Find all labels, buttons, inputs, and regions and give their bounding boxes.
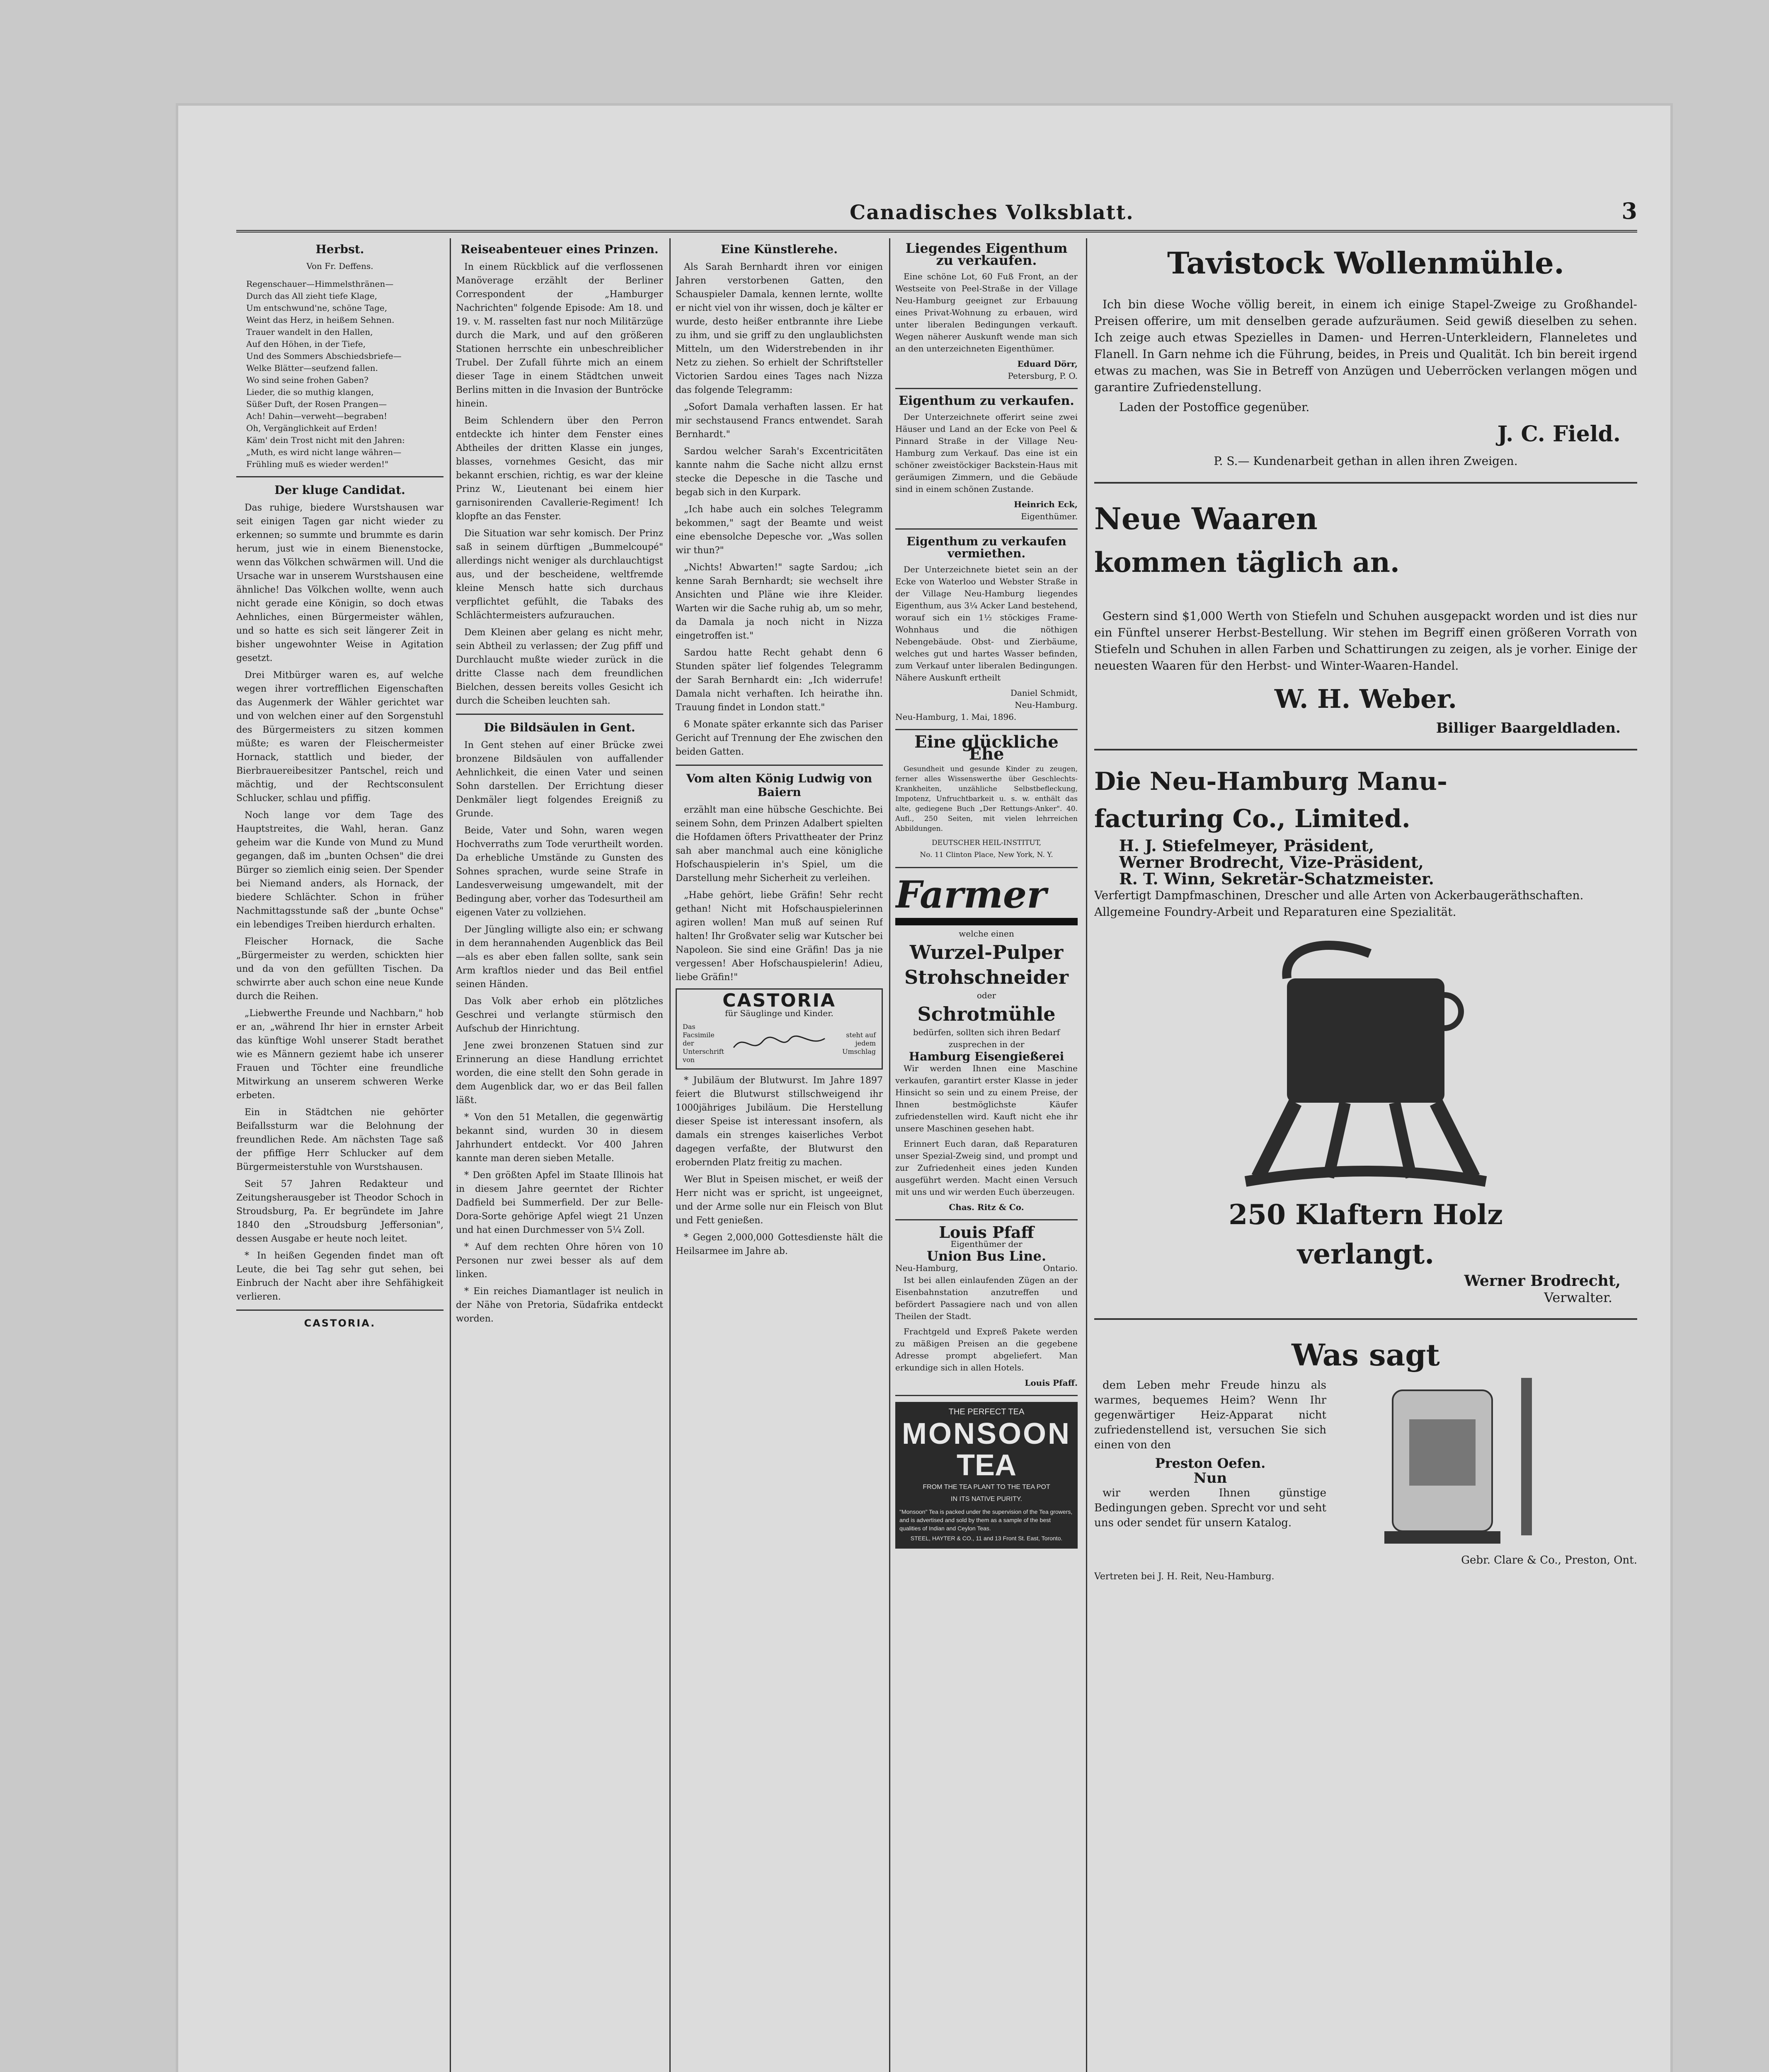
paragraph: Drei Mitbürger waren es, auf welche wegen ihrer vortrefflichen Eigenschaften das Augenmerk der Wähler gerichtet war und von welchen einer auf den Sorgenstuhl des Bürgermeisters zu sitzen kommen müßte; es waren der Fleischermeister Hornack, stattlich und bieder, der Bierbrauereibesitzer Pantschel, reich und mächtig, und der Rechtsconsulent Schlucker, schlau und pfiffig. [236,670,443,804]
root-pulper-machine-illustration [1221,929,1511,1194]
castoria-right-note: steht auf jedem Umschlag [842,1031,876,1055]
newspaper-title: Canadisches Volksblatt. [850,201,1134,224]
article-body-ludwig [676,803,883,984]
property-sale-ad-3: Eigenthum zu verkaufen vermiethen. Der Unterzeichnete bietet sein an der Ecke von Waterloo und Webster Straße in der Village Neu-Hamburg liegendes Eigenthum, aus 3¼ Acker Land bestehend, worauf sich ein 1½ stöckiges Frame-Wohnhaus und die nöthigen Nebengebäude. Obst- und Zierbäume, welches gut und hartes Wasser befinden, zum Verkauf unter liberalen Bedingungen. Nähere Auskunft ertheilt Daniel Schmidt, Neu-Hamburg. Neu-Hamburg, 1. Mai, 1896. [895,535,1078,722]
poem-title: Herbst. [315,242,364,256]
paragraph: Das ruhige, biedere Wurstshausen war seit einigen Tagen gar nicht wieder zu erkennen; so summte und brummte es darin herum, just wie in einem Bienenstocke, wenn das Völkchen schwärmen will. Und die Ursache war in unserem Wurstshausen eine ähnliche! Das Völkchen wollte, wenn auch nicht gerade eine Königin, so doch etwas Aehnliches, einen Bürgermeister wählen, und so hatte es sich seit längerer Zeit in bisher ungewohnter Weise in Agitation gesetzt. [236,503,443,663]
poem-line: Süßer Duft, der Rosen Prangen— [246,399,387,409]
tavistock-wool-ad: Tavistock Wollenmühle. Ich bin diese Woche völlig bereit, in einem ich einige Stapel-Zweige zu Großhandel-Preisen offerire, um mit denselben gerade aufzuräumen. Seid gewiß dieselben zu sehen. Ich zeige auch etwas Spezielles in Damen- und Herren-Unterkleidern, Flanneletes und Flanell. In Garn nehme ich die Führung, beides, in Preis und Qualität. Ich bin bereit irgend etwas zu machen, was Sie in Betreff von Anzügen und Ueberröcken verlangen mögen und garantire Zufriedenstellung. Laden der Postoffice gegenüber. J. C. Field. P. S.— Kundenarbeit gethan in allen ihren Zweigen. [1094,245,1637,468]
paragraph: Das Volk aber erhob ein plötzliches Geschrei und verlangte stürmisch den Aufschub der Hinrichtung. [456,996,663,1034]
column-rule [450,238,451,2072]
paragraph: Jene zwei bronzenen Statuen sind zur Erinnerung an diese Handlung errichtet worden, die eine stellt den Sohn gerade in dem Augenblick dar, wo er das Beil fallen läßt. [456,1041,663,1106]
castoria-left-note: Das Facsimile der Unterschrift von [683,1023,724,1064]
property-sale-ad-2: Eigenthum zu verkaufen. Der Unterzeichnete offerirt seine zwei Häuser und Land an der Ecke von Peel & Pinnard Straße in der Village Neu-Hamburg zum Verkauf. Das eine ist ein schöner zweistöckiger Backstein-Haus mit geräumigen Zimmern, und die Gebäude sind in einem schönen Zustande. Heinrich Eck, Eigenthümer. [895,394,1078,521]
poem-line: „Muth, es wird nicht lange währen— [246,447,402,457]
paragraph: * In heißen Gegenden findet man oft Leute, die bei Tag sehr gut sehen, bei Einbruch der Nacht aber ihre Sehfähigkeit verlieren. [236,1251,443,1302]
paragraph: * Ein reiches Diamantlager ist neulich in der Nähe von Pretoria, Südafrika entdeckt worden. [456,1286,663,1324]
poem-line: Frühling muß es wieder werden!" [246,459,389,469]
paragraph: Noch lange vor dem Tage des Hauptstreites, die Wahl, heran. Ganz geheim war die Kunde von Mund zu Mund gegangen, daß im „bunten Ochsen" die drei Bürger so ziemlich einig seien. Der Spender bei Niemand anders, als Hornack, der biedere Schlächter. Schon in früher Nachmittagsstunde saß der „bunte Ochse" ein lebendiges Treiben hierdurch erhalten. [236,810,443,930]
poem-body [246,278,443,470]
paragraph: erzählt man eine hübsche Geschichte. Bei seinem Sohn, dem Prinzen Adalbert spielten die Hofdamen öfters Privattheater der Prinz sah aber manchmal auch eine königliche Hofschauspielerin in's Spiel, um die Darstellung mehr Sicherheit zu verleihen. [676,805,883,884]
article-body-blutwurst [676,1074,883,1258]
column-2 [456,238,663,2072]
masthead [236,198,1637,232]
article-title-prince: Reiseabenteuer eines Prinzen. [460,242,659,256]
poem-author: Von Fr. Deffens. [306,261,373,271]
poem-line: Auf den Höhen, in der Tiefe, [246,339,366,349]
column-rule [669,238,671,2072]
paragraph: Dem Kleinen aber gelang es nicht mehr, sein Abtheil zu verlassen; der Zug pfiff und Durchlaucht mußte wieder zurück in die dritte Classe nach dem freundlichen Bielchen, dessen bereits volles Gesicht ich durch die Scheiben leuchten sah. [456,627,663,706]
castoria-subtitle: für Säuglinge und Kinder. [725,1008,834,1018]
paragraph: * Jubiläum der Blutwurst. Im Jahre 1897 feiert die Blutwurst stillschweigend ihr 1000jähriges Jubiläum. Die Herstellung dieser Speise ist interessant insofern, als damals ein strenges kaiserliches Verbot dagegen verfaßte, der Blutwurst den erobernden Platz freitig zu machen. [676,1075,883,1168]
paragraph: * Den größten Apfel im Staate Illinois hat in diesem Jahre geerntet der Richter Dadfield bei Summerfield. Der zur Belle-Dora-Sorte gehörige Apfel wiegt 21 Unzen und hat einen Durchmesser von 5¼ Zoll. [456,1170,663,1235]
article-title-gent: Die Bildsäulen in Gent. [484,721,635,734]
column-rule [889,238,890,2072]
preston-stove-ad: Was sagt dem Leben mehr Freude hinzu als warmes, bequemes Heim? Wenn Ihr gegenwärtiger Heiz-Apparat nicht zufriedenstellend ist, versuchen Sie sich einen von den Preston Oefen. Nun wir werden Ihnen günstige Bedingungen geben. Sprecht vor und seht uns oder sendet für unsern Katalog. Gebr. Clare & Co., Preston, Ont. Vertreten bei J. H. Reit, Neu-Hamburg. [1094,1337,1637,1582]
stove-illustration [1326,1378,1558,1552]
happy-marriage-ad: Eine glückliche Ehe Gesundheit und gesunde Kinder zu zeugen, ferner alles Wissenswerthe über Geschlechts-Krankheiten, unzähliche Selbstbefleckung, Impotenz, Unfruchtbarkeit u. s. w. enthält das alte, gediegene Buch „Der Rettungs-Anker". 40. Aufl., 250 Seiten, mit vielen lehrreichen Abbildungen. DEUTSCHER HEIL-INSTITUT, No. 11 Clinton Place, New York, N. Y. [895,732,1078,859]
column-3 [676,238,883,2072]
page-number: 3 [1621,198,1637,224]
paragraph: Seit 57 Jahren Redakteur und Zeitungsherausgeber ist Theodor Schoch in Stroudsburg, Pa. Er begründete im Jahre 1840 den „Stroudsburg Jeffersonian", dessen Ausgabe er heute noch leitet. [236,1179,443,1244]
paragraph: „Liebwerthe Freunde und Nachbarn," hob er an, „während Ihr hier in ernster Arbeit das künftige Wohl unserer Stadt berathet wie es Männern geziemt habe ich unserer Frauen und Töchter eine freundliche Mitwirkung an unserem schweren Werke erbeten. [236,1008,443,1101]
column-rule [1086,238,1087,2072]
poem-line: Regenschauer—Himmelsthränen— [246,279,394,289]
poem-line: Oh, Vergänglichkeit auf Erden! [246,423,378,433]
paragraph: Als Sarah Bernhardt ihren vor einigen Jahren verstorbenen Gatten, den Schauspieler Damala, kennen lernte, wollte er nicht viel von ihr wissen, doch je kälter er wurde, desto heißer entbrannte ihre Liebe zu ihm, und sie griff zu den unglaublichsten Mitteln, um den Widerstrebenden in ihr Netz zu ziehen. So erhielt der Schriftsteller Victorien Sardou eines Tages nach Nizza das folgende Telegramm: [676,262,883,395]
paragraph: Wer Blut in Speisen mischet, er weiß der Herr nicht was er spricht, ist ungeeignet, und der Arme solle nur ein Fleisch von Blut und Fett genießen. [676,1174,883,1226]
article-body-gent [456,738,663,1326]
farmer-ad: Farmer welche einen Wurzel-Pulper Strohschneider oder Schrotmühle bedürfen, sollten sich ihren Bedarf zusprechen in der Hamburg Eisengießerei Wir werden Ihnen eine Maschine verkaufen, garantirt erster Klasse in jeder Hinsicht so sein und zu einem Preise, der Ihnen bestmöglichste Käufer zufriedenstellen wird. Kauft nicht ehe ihr unsere Maschinen gesehen habt. Erinnert Euch daran, daß Reparaturen unser Spezial-Zweig sind, und prompt und zur Zufriedenheit eines jeden Kunden ausgeführt werden. Macht einen Versuch mit uns und wir werden Euch überzeugen. Chas. Ritz & Co. [895,873,1078,1212]
paragraph: Der Jüngling willigte also ein; er schwang in dem herannahenden Augenblick das Beil—als es aber eben fallen sollte, sank sein Arm kraftlos nieder und das Beil entfiel seinen Händen. [456,925,663,990]
poem-line: Um entschwund'ne, schöne Tage, [246,303,388,313]
article-body-artist-marriage [676,260,883,759]
column-5 [1094,238,1637,2072]
monsoon-tea-ad: THE PERFECT TEA MONSOON TEA FROM THE TEA PLANT TO THE TEA POT IN ITS NATIVE PURITY. "Monsoon" Tea is packed under the supervision of the Tea growers, and is advertised and sold by them as a sample of the best qualities of Indian and Ceylon Teas. STEEL, HAYTER & CO., 11 and 13 Front St. East, Toronto. [895,1402,1078,1549]
property-sale-ad-1: Liegendes Eigenthum zu verkaufen. Eine schöne Lot, 60 Fuß Front, an der Westseite von Peel-Straße in der Village Neu-Hamburg geeignet zur Erbauung eines Privat-Wohnung zu erbauen, wird unter liberalen Bedingungen verkauft. Wegen näherer Auskunft wende man sich an den unterzeichneten Eigenthümer. Eduard Dörr, Petersburg, P. O. [895,240,1078,381]
article-title-artist-marriage: Eine Künstlerehe. [721,242,838,256]
paragraph: In Gent stehen auf einer Brücke zwei bronzene Bildsäulen von auffallender Aehnlichkeit, die einen Vater und seinen Sohn darstellen. Der Errichtung dieser Denkmäler liegt folgendes Ereigniß zu Grunde. [456,740,663,819]
poem-line: Durch das All zieht tiefe Klage, [246,291,378,301]
paragraph: Die Situation war sehr komisch. Der Prinz saß in seinem dürftigen „Bummelcoupé" allerdings nicht weniger als durchlauchtigst aus, und der bescheidene, weltfremde kleine Mensch hatte sich durchaus verpflichtet gefühlt, die Tabaks des Schlächtermeisters aufzurauchen. [456,528,663,621]
poem-line: Trauer wandelt in den Hallen, [246,327,373,337]
paragraph: Fleischer Hornack, die Sache „Bürgermeister zu werden, schickten hier und da von den gefüllten Tischen. Da schwirrte aber auch schon eine neue Kunde durch die Reihen. [236,937,443,1002]
paragraph: Beide, Vater und Sohn, waren wegen Hochverraths zum Tode verurtheilt worden. Da erhebliche Umstände zu Gunsten des Sohnes sprachen, wurde seine Strafe in Landesverweisung umgewandelt, mit der Bedingung aber, vorher das Todesurtheil am eigenen Vater zu vollziehen. [456,825,663,918]
paragraph: * Von den 51 Metallen, die gegenwärtig bekannt sind, wurden 30 in diesem Jahrhundert entdeckt. Vor 400 Jahren kannte man deren sieben Metalle. [456,1112,663,1164]
poem-line: Käm' dein Trost nicht mit den Jahren: [246,435,405,445]
paragraph: „Nichts! Abwarten!" sagte Sardou; „ich kenne Sarah Bernhardt; sie wechselt ihre Ansichten und Pläne wie ihre Kleider. Warten wir die Sache ruhig ab, um so mehr, da Damala ja noch nicht in Nizza eingetroffen ist." [676,562,883,641]
poem-line: Weint das Herz, in heißem Sehnen. [246,315,395,325]
paragraph: * Gegen 2,000,000 Gottesdienste hält die Heilsarmee im Jahre ab. [676,1232,883,1256]
paragraph: Beim Schlendern über den Perron entdeckte ich hinter dem Fenster eines Abtheiles der dritten Klasse ein junges, blasses, vornehmes Gesicht, das mir bekannt erschien, richtig, es war der kleine Prinz W., Lieutenant bei einem hier garnisonirenden Cavallerie-Regiment! Ich klopfte an das Fenster. [456,416,663,522]
paragraph: Ein in Städtchen nie gehörter Beifallssturm war die Belohnung der freundlichen Rede. Am nächsten Tage saß der pfiffige Herr Schlucker auf dem Bürgermeisterstuhle von Wurstshausen. [236,1107,443,1172]
newspaper-page [178,106,1670,2072]
poem-line: Wo sind seine frohen Gaben? [246,375,368,385]
paragraph: Sardou welcher Sarah's Excentricitäten kannte nahm die Sache nicht allzu ernst stecke die Depesche in die Tasche und begab sich in den Kurpark. [676,446,883,498]
bus-line-ad: Louis Pfaff Eigenthümer der Union Bus Line. Neu-Hamburg, Ontario. Ist bei allen einlaufenden Zügen an der Eisenbahnstation anzutreffen und befördert Passagiere nach und von allen Theilen der Stadt. Frachtgeld und Expreß Pakete werden zu mäßigen Preisen an die gegebene Adresse prompt abgeliefert. Man erkundige sich in allen Hotels. Louis Pfaff. [895,1223,1078,1388]
signature-image [732,1031,827,1056]
paragraph: * Auf dem rechten Ohre hören von 10 Personen nur zwei besser als auf dem linken. [456,1242,663,1280]
article-body-prince [456,260,663,708]
paragraph: „Habe gehört, liebe Gräfin! Sehr recht gethan! Nicht mit Hofschauspielerinnen agiren wollen! Man muß auf seinen Ruf halten! Ihr Großvater selig war Kutscher bei Napoleon. Sie sind eine Gräfin! Das ja nie vergessen! Aber Hofschauspielerin! Adieu, liebe Gräfin!" [676,890,883,983]
castoria-title: CASTORIA [722,990,836,1011]
story-body [236,501,443,1304]
paragraph: Sardou hatte Recht gehabt denn 6 Stunden später lief folgendes Telegramm der Sarah Bernhardt ein: „Ich widerrufe! Damala nicht verhaften. Ich heirathe ihn. Trauung findet in London statt." [676,648,883,713]
paragraph: „Sofort Damala verhaften lassen. Er hat mir sechstausend Francs entwendet. Sarah Bernhardt." [676,402,883,440]
new-goods-ad: Neue Waaren kommen täglich an. Gestern sind $1,000 Werth von Stiefeln und Schuhen ausgepackt worden und ist dies nur ein Fünftel unserer Herbst-Bestellung. Wir stehen im Begriff einen größeren Vorrath von Stiefeln und Schuhen in allen Farben und Schattirungen zu zeigen, als je vorher. Einige der neuesten Waaren für den Herbst- und Winter-Waaren-Handel. W. H. Weber. Billiger Baargeldladen. [1094,501,1637,736]
poem-line: Und des Sommers Abschiedsbriefe— [246,351,402,361]
manufacturing-co-ad: Die Neu-Hamburg Manu- facturing Co., Limited. H. J. Stiefelmeyer, Präsident, Werner Brodrecht, Vize-Präsident, R. T. Winn, Sekretär-Schatzmeister. Verfertigt Dampfmaschinen, Drescher und alle Arten von Ackerbaugeräthschaften. Allgemeine Foundry-Arbeit und Reparaturen eine Spezialität. 250 Klaftern Holz verlangt. Werner Brodrecht, Verwalter. [1094,767,1621,1305]
poem-line: Lieder, die so muthig klangen, [246,387,374,397]
poem-line: Ach! Dahin—verweht—begraben! [246,411,388,421]
paragraph: 6 Monate später erkannte sich das Pariser Gericht auf Trennung der Ehe zwischen den beiden Gatten. [676,719,883,757]
column-4 [895,238,1078,2072]
poem-line: Welke Blätter—seufzend fallen. [246,363,378,373]
story-title: Der kluge Candidat. [274,483,405,497]
article-title-ludwig: Vom alten König Ludwig von Baiern [686,772,872,799]
castoria-small-ad: CASTORIA. [304,1317,376,1329]
paragraph: In einem Rückblick auf die verflossenen Manöverage erzählt der Berliner Correspondent der „Hamburger Nachrichten" folgende Episode: Am 18. und 19. v. M. rasselten fast nur noch Militärzüge durch die Mark, und auf den größeren Stationen herrschte ein unbeschreiblicher Trubel. Der Zufall führte mich an einem dieser Tage in einem Städtchen unweit Berlins mitten in die Invasion der Buntröcke hinein. [456,262,663,409]
castoria-ad [676,988,883,1070]
column-1 [236,238,443,2072]
paragraph: „Ich habe auch ein solches Telegramm bekommen," sagt der Beamte und weist eine ebensolche Depesche vor. „Was sollen wir thun?" [676,504,883,556]
